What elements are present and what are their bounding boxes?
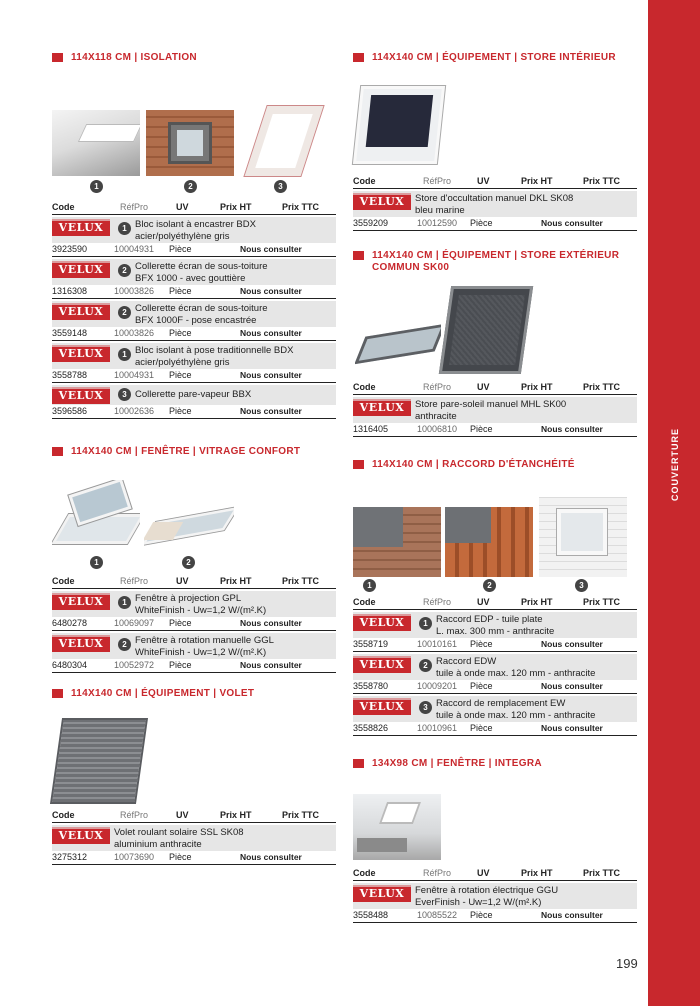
product-image-mhl-window bbox=[355, 310, 441, 368]
product-number: 2 bbox=[419, 659, 432, 672]
product-number: 1 bbox=[118, 222, 131, 235]
product-image-bdx bbox=[52, 110, 140, 176]
product-description: Raccord EDP - tuile plate L. max. 300 mm - anthracite bbox=[436, 614, 555, 637]
product-number: 2 bbox=[118, 306, 131, 319]
image-number: 1 bbox=[90, 556, 103, 569]
section-title: 134X98 CM | FENÊTRE | INTEGRA bbox=[353, 758, 637, 770]
table-header: Code RéfPro UV Prix HT Prix TTC bbox=[52, 810, 320, 820]
image-number: 2 bbox=[184, 180, 197, 193]
product-row[interactable]: VELUX 3 Collerette pare-vapeur BBX 3596586 10002636 Pièce Nous consulter bbox=[52, 385, 336, 419]
product-description: Bloc isolant à pose traditionnelle BDX acier/polyéthylène gris bbox=[135, 345, 294, 368]
product-image-edw bbox=[445, 507, 533, 577]
product-description: Fenêtre à rotation électrique GGU EverFinish - Uw=1,2 W/(m².K) bbox=[415, 885, 559, 908]
section-volet bbox=[52, 688, 336, 865]
velux-logo: VELUX bbox=[52, 387, 110, 404]
product-description: Fenêtre à projection GPL WhiteFinish - Uw=1,2 W/(m².K) bbox=[135, 593, 267, 616]
section-fenetre-vitrage bbox=[52, 446, 336, 673]
product-description: Store pare-soleil manuel MHL SK00 anthracite bbox=[415, 399, 567, 422]
section-store-interieur bbox=[353, 52, 637, 231]
image-number: 3 bbox=[575, 579, 588, 592]
product-description: Collerette écran de sous-toiture BFX 1000F - pose encastrée bbox=[135, 303, 268, 326]
velux-logo: VELUX bbox=[353, 656, 411, 673]
product-row[interactable]: VELUX Volet roulant solaire SSL SK08 aluminium anthracite 3275312 10073690 Pièce Nous consulter bbox=[52, 825, 336, 865]
product-image-ssl bbox=[50, 718, 148, 804]
product-row[interactable]: VELUX Fenêtre à rotation électrique GGU EverFinish - Uw=1,2 W/(m².K) 3558488 10085522 Pièce Nous consulter bbox=[353, 883, 637, 923]
velux-logo: VELUX bbox=[52, 303, 110, 320]
product-description: Raccord EDW tuile à onde max. 120 mm - anthracite bbox=[436, 656, 596, 679]
section-title: 114X140 CM | RACCORD D'ÉTANCHÉITÉ bbox=[353, 459, 637, 471]
table-header: Code RéfPro UV Prix HT Prix TTC bbox=[353, 176, 621, 186]
product-number: 1 bbox=[419, 617, 432, 630]
section-raccord bbox=[353, 459, 637, 736]
product-row[interactable]: VELUX 2 Fenêtre à rotation manuelle GGL WhiteFinish - Uw=1,2 W/(m².K) 6480304 10052972 Pièce Nous consulter bbox=[52, 633, 336, 673]
section-title: 114X140 CM | ÉQUIPEMENT | STORE EXTÉRIEUR COMMUN SK00 bbox=[353, 250, 637, 274]
velux-logo: VELUX bbox=[353, 614, 411, 631]
image-number: 3 bbox=[274, 180, 287, 193]
product-description: Raccord de remplacement EW tuile à onde max. 120 mm - anthracite bbox=[436, 698, 596, 721]
product-number: 2 bbox=[118, 264, 131, 277]
product-number: 2 bbox=[118, 638, 131, 651]
product-description: Collerette écran de sous-toiture BFX 1000 - avec gouttière bbox=[135, 261, 268, 284]
product-image-ew bbox=[539, 497, 627, 577]
section-store-exterieur bbox=[353, 250, 637, 437]
product-description: Bloc isolant à encastrer BDX acier/polyéthylène gris bbox=[135, 219, 256, 242]
product-row[interactable]: VELUX Store pare-soleil manuel MHL SK00 anthracite 1316405 10006810 Pièce Nous consulter bbox=[353, 397, 637, 437]
product-row[interactable]: VELUX 1 Bloc isolant à encastrer BDX acier/polyéthylène gris 3923590 10004931 Pièce Nous consulter bbox=[52, 217, 336, 257]
product-row[interactable]: VELUX 1 Fenêtre à projection GPL WhiteFinish - Uw=1,2 W/(m².K) 6480278 10069097 Pièce Nous consulter bbox=[52, 591, 336, 631]
product-image-bbx bbox=[240, 94, 332, 180]
product-image-bfx bbox=[146, 110, 234, 176]
velux-logo: VELUX bbox=[353, 399, 411, 416]
product-description: Volet roulant solaire SSL SK08 aluminium anthracite bbox=[114, 827, 244, 850]
velux-logo: VELUX bbox=[52, 827, 110, 844]
table-header: Code RéfPro UV Prix HT Prix TTC bbox=[52, 202, 320, 212]
section-title: 114X118 CM | ISOLATION bbox=[52, 52, 336, 64]
image-number: 1 bbox=[363, 579, 376, 592]
velux-logo: VELUX bbox=[52, 345, 110, 362]
product-description: Fenêtre à rotation manuelle GGL WhiteFinish - Uw=1,2 W/(m².K) bbox=[135, 635, 274, 658]
product-row[interactable]: VELUX 3 Raccord de remplacement EW tuile à onde max. 120 mm - anthracite 3558826 10010961 Pièce Nous consulter bbox=[353, 696, 637, 736]
product-row[interactable]: VELUX 2 Collerette écran de sous-toiture BFX 1000 - avec gouttière 1316308 10003826 Pièce Nous consulter bbox=[52, 259, 336, 299]
page-number: 199 bbox=[616, 956, 638, 971]
velux-logo: VELUX bbox=[52, 635, 110, 652]
product-row[interactable]: VELUX 2 Collerette écran de sous-toiture BFX 1000F - pose encastrée 3559148 10003826 Pièce Nous consulter bbox=[52, 301, 336, 341]
image-number: 2 bbox=[483, 579, 496, 592]
section-title: 114X140 CM | ÉQUIPEMENT | VOLET bbox=[52, 688, 336, 700]
product-description: Store d'occultation manuel DKL SK08 bleu marine bbox=[415, 193, 574, 216]
product-image-edp bbox=[353, 507, 441, 577]
velux-logo: VELUX bbox=[353, 193, 411, 210]
velux-logo: VELUX bbox=[52, 593, 110, 610]
section-integra bbox=[353, 758, 637, 923]
product-number: 3 bbox=[118, 388, 131, 401]
table-header: Code RéfPro UV Prix HT Prix TTC bbox=[353, 597, 621, 607]
product-description: Collerette pare-vapeur BBX bbox=[135, 389, 252, 400]
section-title: 114X140 CM | FENÊTRE | VITRAGE CONFORT bbox=[52, 446, 336, 458]
velux-logo: VELUX bbox=[353, 885, 411, 902]
product-image-mhl bbox=[439, 286, 533, 374]
table-header: Code RéfPro UV Prix HT Prix TTC bbox=[353, 382, 621, 392]
image-number: 2 bbox=[182, 556, 195, 569]
product-row[interactable]: VELUX 1 Raccord EDP - tuile plate L. max. 300 mm - anthracite 3558719 10010161 Pièce Nous consulter bbox=[353, 612, 637, 652]
velux-logo: VELUX bbox=[52, 219, 110, 236]
section-title: 114X140 CM | ÉQUIPEMENT | STORE INTÉRIEUR bbox=[353, 52, 637, 64]
product-number: 1 bbox=[118, 348, 131, 361]
product-image-ggu bbox=[353, 794, 441, 860]
product-row[interactable]: VELUX 1 Bloc isolant à pose traditionnelle BDX acier/polyéthylène gris 3558788 10004931 Pièce Nous consulter bbox=[52, 343, 336, 383]
product-image-gpl bbox=[52, 480, 140, 552]
velux-logo: VELUX bbox=[52, 261, 110, 278]
product-row[interactable]: VELUX 2 Raccord EDW tuile à onde max. 120 mm - anthracite 3558780 10009201 Pièce Nous consulter bbox=[353, 654, 637, 694]
velux-logo: VELUX bbox=[353, 698, 411, 715]
side-label: COUVERTURE bbox=[670, 428, 680, 502]
section-isolation bbox=[52, 52, 336, 419]
image-number: 1 bbox=[90, 180, 103, 193]
product-image-ggl bbox=[144, 492, 234, 552]
table-header: Code RéfPro UV Prix HT Prix TTC bbox=[52, 576, 320, 586]
product-number: 3 bbox=[419, 701, 432, 714]
product-row[interactable]: VELUX Store d'occultation manuel DKL SK08 bleu marine 3559209 10012590 Pièce Nous consulter bbox=[353, 191, 637, 231]
side-tab bbox=[648, 0, 700, 1006]
product-number: 1 bbox=[118, 596, 131, 609]
product-image-dkl bbox=[353, 86, 445, 164]
table-header: Code RéfPro UV Prix HT Prix TTC bbox=[353, 868, 621, 878]
